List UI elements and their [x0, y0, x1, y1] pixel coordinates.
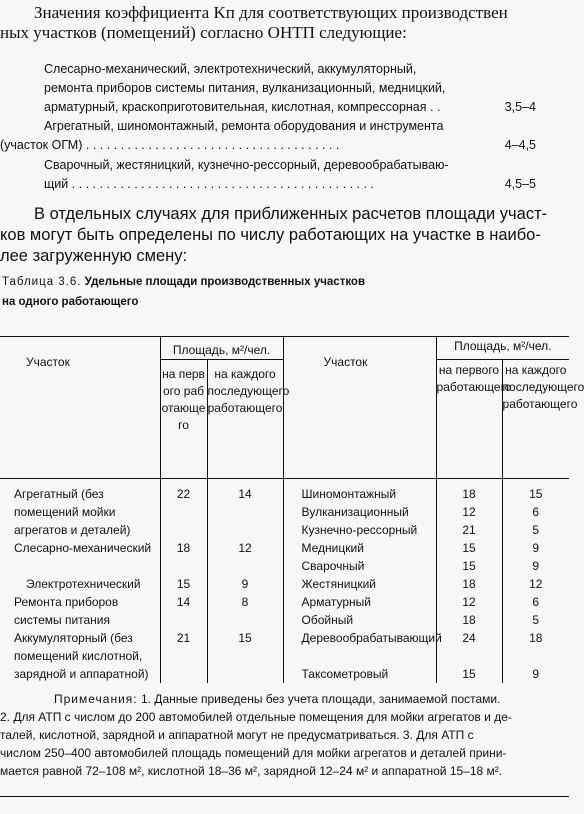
header-area-left: Площадь, м²/чел.	[160, 337, 283, 360]
left-next-col: 14 12 9 8 15	[207, 479, 283, 684]
table-row: Медницкий	[301, 541, 364, 555]
intro-line-2: ных участков (помещений) согласно ОНТП следующие:	[0, 23, 407, 42]
table-number: Таблица 3.6.	[2, 276, 82, 288]
table-row: Обойный	[301, 613, 354, 627]
area-table	[0, 336, 584, 683]
table-row: Агрегатный (без помещений мойки агрегатов и деталей)	[14, 487, 131, 537]
table-caption	[2, 276, 365, 288]
table-row: Сварочный	[301, 559, 365, 573]
table-row: Вулканизационный	[301, 505, 409, 519]
header-first-right: на первого работающего	[436, 360, 502, 479]
coef-item	[0, 156, 544, 194]
right-first-col: 18 12 21 15 15 18 12 18 24 15	[436, 479, 502, 684]
paragraph-line: ков могут быть определены по числу работающих на участке в наибо-	[0, 226, 541, 244]
paragraph-line: лее загруженную смену:	[0, 247, 188, 265]
table-row: Ремонта приборов системы питания	[14, 595, 119, 627]
bottom-rule	[0, 796, 569, 797]
notes-line: талей, кислотной, зарядной и аппаратной могут не предусматриваться. 3. Для АТП с	[0, 728, 474, 742]
header-first-left: на первого работающего	[160, 360, 207, 479]
right-next-col: 15 6 5 9 9 12 6 5 18 9	[502, 479, 569, 684]
coef-value: 4,5–5	[504, 177, 536, 191]
left-first-col: 22 18 15 14 21	[160, 479, 207, 684]
paragraph-line: В отдельных случаях для приближенных расчетов площади участ-	[34, 205, 548, 223]
coef-value: 4–4,5	[504, 138, 536, 152]
coef-value: 3,5–4	[504, 100, 536, 114]
coef-text: Слесарно-механический, электротехнический, аккумуляторный,	[44, 62, 417, 76]
table-row: Кузнечно-рессорный	[301, 523, 418, 537]
notes-line: числом 250–400 автомобилей площадь помещений для мойки агрегатов и деталей прини-	[0, 746, 507, 760]
header-uchastok-right: Участок	[283, 337, 436, 479]
coef-text: (участок ОГМ) . . . . . . . . . . . . . . . . . . . . . . . . . . . . . . . . . . . . .	[0, 138, 340, 152]
table-row: Арматурный	[301, 595, 371, 609]
intro-line-1: Значения коэффициента Kп для соответствующих производствен	[34, 3, 508, 22]
coef-item	[0, 117, 544, 155]
right-body	[283, 479, 442, 684]
header-uchastok-left: Участок	[0, 337, 160, 479]
table-row: Аккумуляторный (без помещений кислотной, зарядной и аппаратной)	[14, 631, 149, 681]
notes-line: мается равной 72–108 м², кислотной 18–36 м², зарядной 12–24 м² и аппаратной 15–18 м².	[0, 764, 503, 778]
coef-text: Сварочный, жестяницкий, кузнечно-рессорный, деревообрабатываю-	[44, 158, 449, 172]
table-row: Электротехнический	[26, 577, 141, 591]
table-title-line-2: на одного работающего	[2, 296, 139, 308]
notes-line: 2. Для АТП с числом до 200 автомобилей отдельные помещения для мойки агрегатов и де-	[0, 710, 512, 724]
coef-text: Агрегатный, шиномонтажный, ремонта оборудования и инструмента	[44, 119, 444, 133]
left-body	[0, 479, 160, 684]
paragraph	[0, 204, 575, 267]
table-row: Шиномонтажный	[301, 487, 397, 501]
table-row: Деревообрабатывающий	[301, 631, 442, 645]
notes-label: Примечания:	[54, 692, 138, 706]
table-row: Жестяницкий	[301, 577, 376, 591]
coef-text: ремонта приборов системы питания, вулканизационный, медницкий,	[44, 81, 446, 95]
coef-text: арматурный, краскоприготовительная, кислотная, компрессорная . .	[44, 100, 441, 114]
coef-item	[44, 60, 544, 117]
table-row: Таксометровый	[301, 667, 389, 681]
header-next-left: на каждого последующего работающего	[207, 360, 283, 479]
header-next-right: на каждого последующего работающего	[502, 360, 569, 479]
header-area-right: Площадь, м²/чел.	[436, 337, 569, 360]
table-row: Слесарно-механический	[14, 541, 152, 555]
coef-text: щий . . . . . . . . . . . . . . . . . . . . . . . . . . . . . . . . . . . . . . . . . . . .	[44, 177, 374, 191]
notes-line: Примечания: 1. Данные приведены без учета площади, занимаемой постами.	[54, 692, 501, 706]
notes	[0, 690, 575, 780]
table-title: Удельные площади производственных участков	[84, 276, 366, 288]
